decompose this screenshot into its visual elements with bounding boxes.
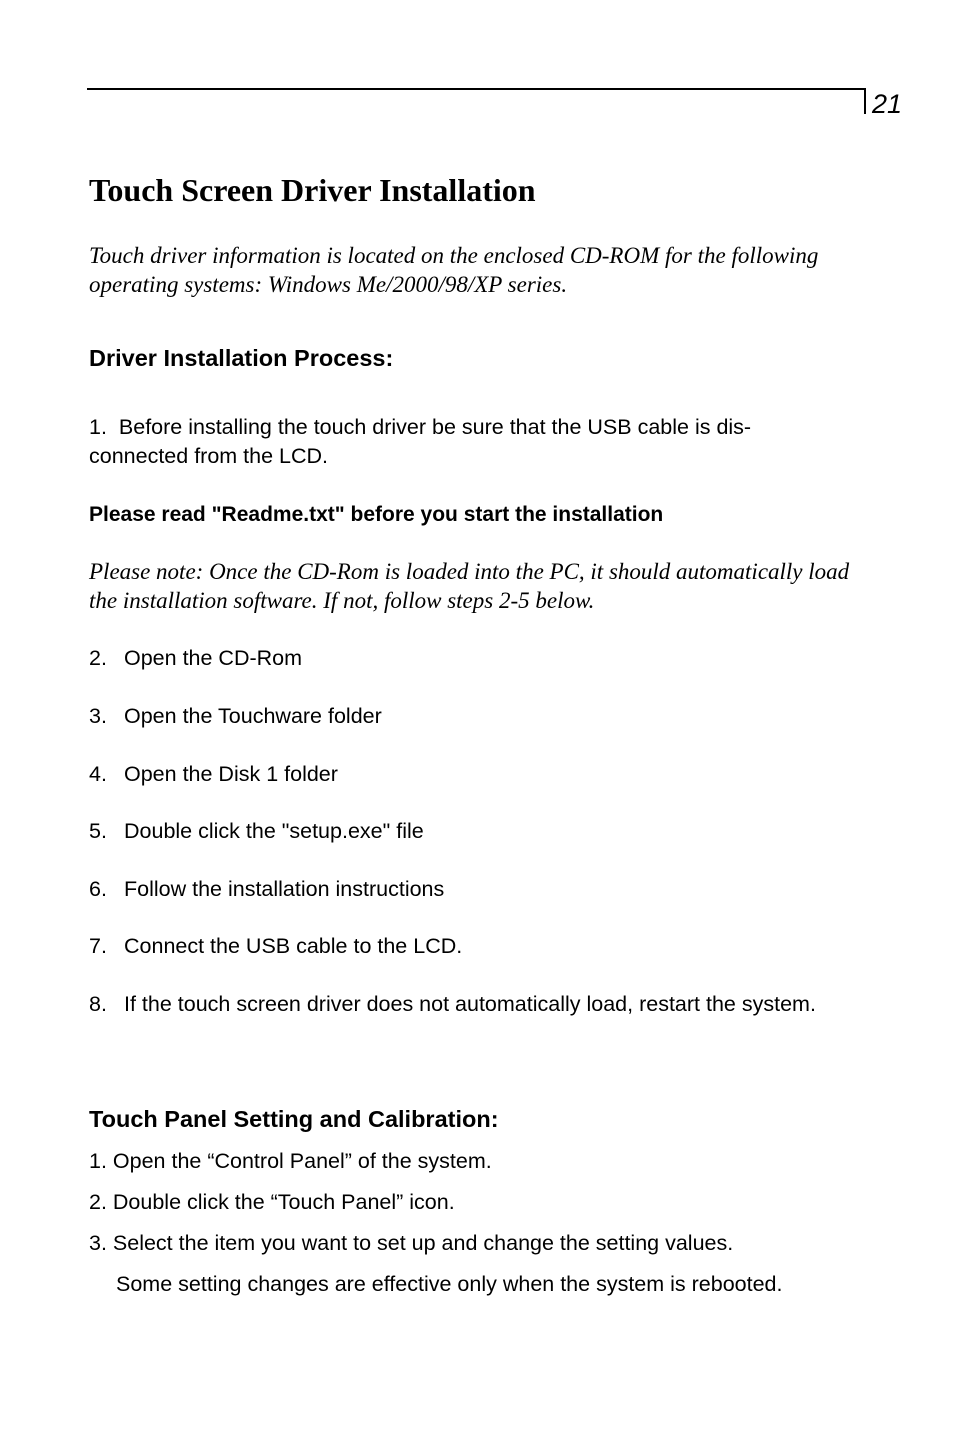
step-1-number: 1.	[89, 415, 107, 439]
step-2	[89, 644, 869, 673]
step-number: 5.	[89, 819, 107, 843]
step-3	[89, 702, 869, 731]
calibration-item-1: 1. Open the “Control Panel” of the system.	[89, 1149, 492, 1173]
step-number: 4.	[89, 762, 107, 786]
step-1	[89, 413, 869, 471]
step-text: If the touch screen driver does not automatically load, restart the system.	[124, 992, 816, 1016]
calibration-heading: Touch Panel Setting and Calibration:	[89, 1106, 499, 1132]
step-number: 3.	[89, 704, 107, 728]
step-text: Follow the installation instructions	[124, 877, 445, 901]
step-number: 8.	[89, 992, 107, 1016]
driver-process-heading: Driver Installation Process:	[89, 345, 394, 371]
page-title: Touch Screen Driver Installation	[89, 172, 536, 208]
step-number: 6.	[89, 877, 107, 901]
calibration-item-3: 3. Select the item you want to set up and change the setting values.	[89, 1231, 734, 1255]
page-number: 21	[872, 89, 903, 119]
readme-note: Please read "Readme.txt" before you start the installation	[89, 503, 664, 526]
step-1-text: Before installing the touch driver be sure that the USB cable is dis-	[118, 415, 752, 439]
calibration-item-2: 2. Double click the “Touch Panel” icon.	[89, 1190, 455, 1214]
step-8	[89, 990, 849, 1019]
step-4	[89, 760, 869, 789]
step-text: Open the Disk 1 folder	[124, 762, 338, 786]
step-1-text-continued: connected from the LCD.	[89, 444, 329, 468]
header-divider	[864, 88, 866, 114]
step-6	[89, 875, 869, 904]
step-text: Connect the USB cable to the LCD.	[124, 934, 463, 958]
step-7	[89, 932, 869, 961]
step-number: 7.	[89, 934, 107, 958]
step-5	[89, 817, 869, 846]
intro-paragraph: Touch driver information is located on the enclosed CD-ROM for the following operating systems: Windows Me/2000/98/XP series.	[89, 243, 819, 297]
step-text: Open the CD-Rom	[124, 646, 303, 670]
calibration-note: Some setting changes are effective only when the system is rebooted.	[116, 1272, 783, 1296]
step-text: Double click the "setup.exe" file	[124, 819, 424, 843]
header-rule	[87, 88, 866, 90]
step-text: Open the Touchware folder	[124, 704, 382, 728]
step-number: 2.	[89, 646, 107, 670]
cd-note: Please note: Once the CD-Rom is loaded into the PC, it should automatically load the installation software. If not, follow steps 2-5 below.	[89, 559, 850, 613]
